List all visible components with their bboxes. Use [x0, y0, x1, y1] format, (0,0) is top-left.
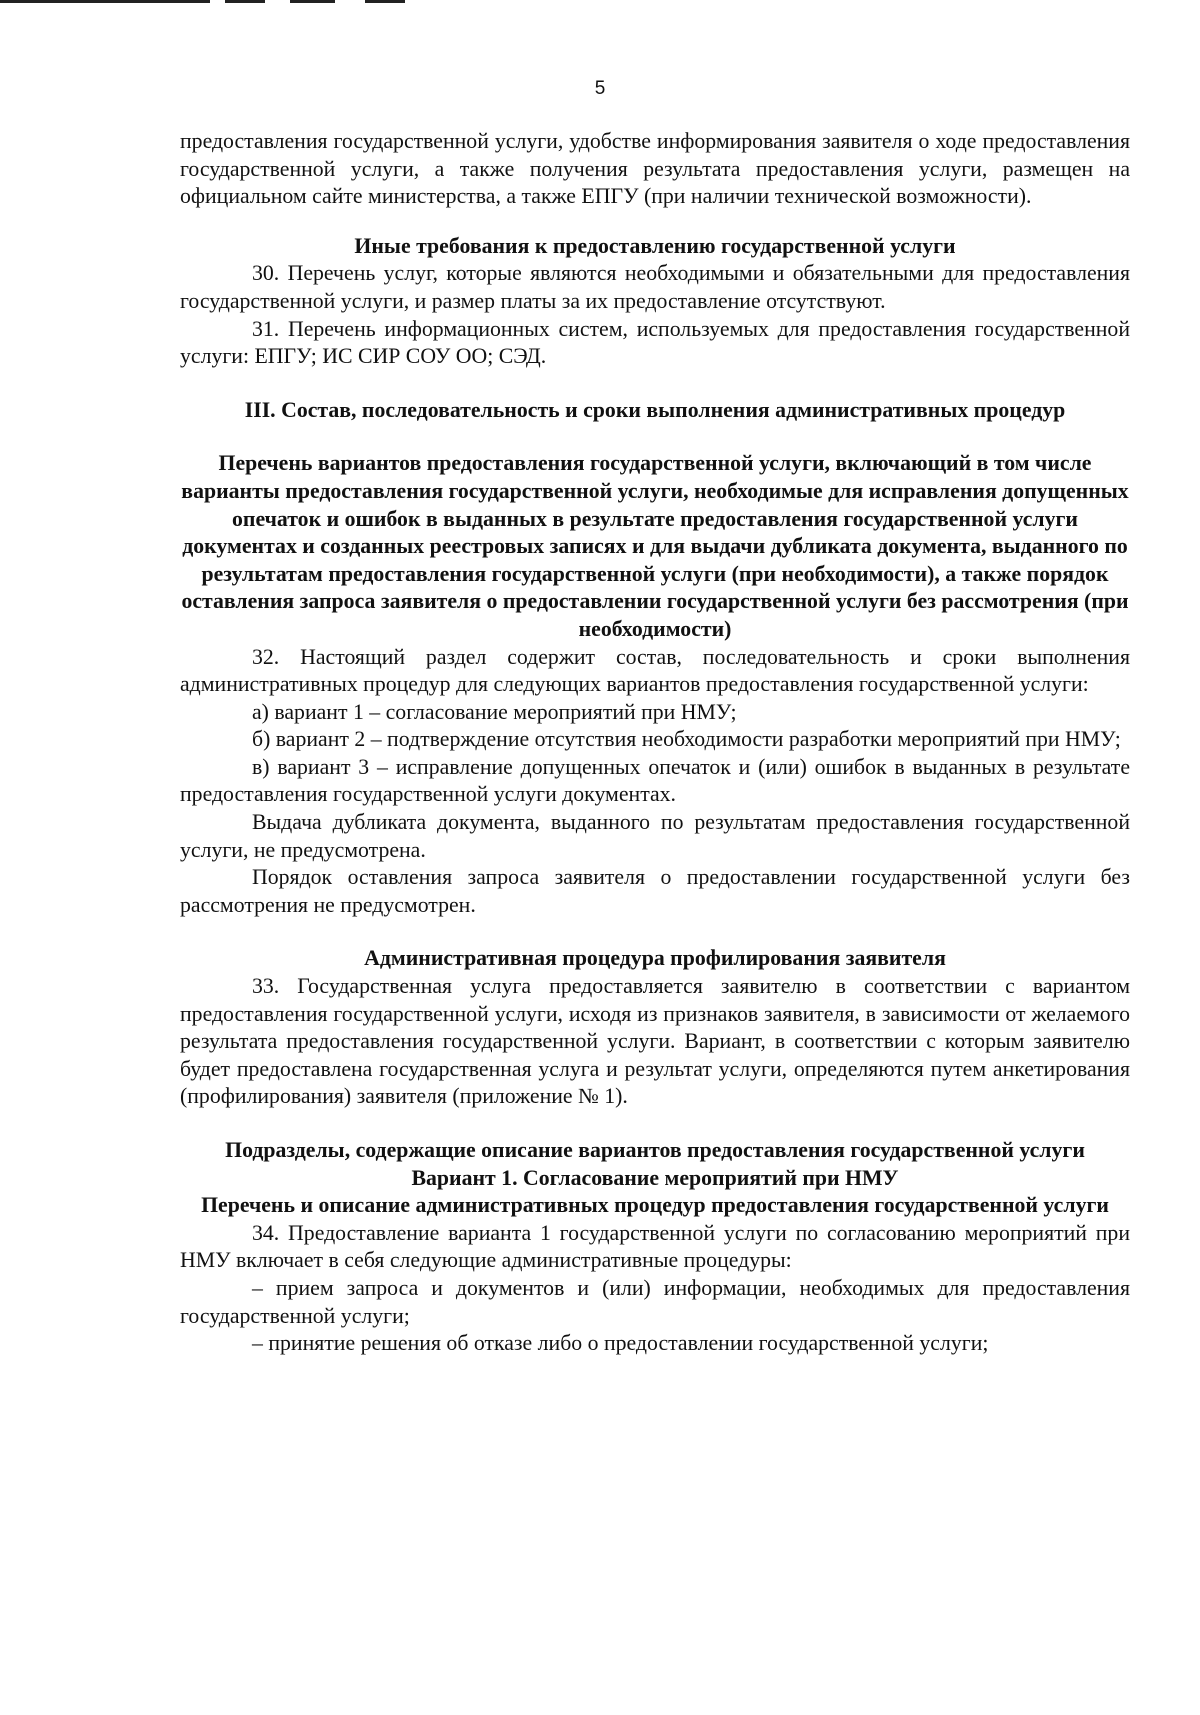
- section-heading: Административная процедура профилирования заявителя: [364, 946, 946, 971]
- paragraph: 30. Перечень услуг, которые являются необходимыми и обязательными для предоставления государственной услуги, и размер платы за их предоставление отсутствуют.: [180, 261, 1130, 313]
- paragraph: предоставления государственной услуги, удобстве информирования заявителя о ходе предоставления государственной услуги, а также получения результата предоставления услуги, размещен на официальном сайте министерства, а также ЕПГУ (при наличии технической возможности).: [180, 129, 1130, 209]
- paragraph: в) вариант 3 – исправление допущенных опечаток и (или) ошибок в выданных в результате предоставления государственной услуги документах.: [180, 754, 1130, 807]
- section-heading: Перечень и описание административных процедур предоставления государственной услуги: [201, 1193, 1109, 1218]
- paragraph: Порядок оставления запроса заявителя о предоставлении государственной услуги без рассмотрения не предусмотрен.: [180, 865, 1130, 917]
- paragraph: 34. Предоставление варианта 1 государственной услуги по согласованию мероприятий при НМУ включает в себя следующие административные процедуры:: [180, 1220, 1130, 1273]
- section-spacer: [180, 424, 1130, 450]
- section-spacer: [180, 1111, 1130, 1137]
- paragraph: – прием запроса и документов и (или) информации, необходимых для предоставления государственной услуги;: [180, 1275, 1130, 1328]
- paragraph: 32. Настоящий раздел содержит состав, последовательность и сроки выполнения административных процедур для следующих вариантов предоставления государственной услуги:: [180, 644, 1130, 697]
- scan-edge-mark: [290, 0, 335, 3]
- section-heading: Подразделы, содержащие описание вариантов предоставления государственной услуги: [225, 1138, 1085, 1162]
- section-spacer: [180, 371, 1130, 397]
- paragraph: – принятие решения об отказе либо о предоставлении государственной услуги;: [252, 1331, 989, 1356]
- section-spacer: [180, 919, 1130, 945]
- paragraph: а) вариант 1 – согласование мероприятий при НМУ;: [252, 699, 737, 724]
- document-body: [180, 128, 1130, 1358]
- section-heading: Перечень вариантов предоставления государственной услуги, включающий в том числе варианты предоставления государственной услуги, необходимые для исправления допущенных опечаток и ошибок в выданных в результате предоставления государственной услуги документах и созданных реестровых записях и для выдачи дубликата документа, выданного по результатам предоставления государственной услуги (при необходимости), а также порядок оставления запроса заявителя о предоставлении государственной услуги без рассмотрения (при необходимости): [181, 451, 1129, 641]
- page-number: 5: [594, 78, 606, 99]
- paragraph: б) вариант 2 – подтверждение отсутствия необходимости разработки мероприятий при НМУ;: [252, 727, 1121, 752]
- scan-edge-mark: [365, 0, 405, 3]
- scan-edge-mark: [225, 0, 265, 3]
- section-heading: III. Состав, последовательность и сроки выполнения административных процедур: [244, 397, 1066, 422]
- paragraph: 31. Перечень информационных систем, используемых для предоставления государственной услуги: ЕПГУ; ИС СИР СОУ ОО; СЭД.: [180, 316, 1130, 369]
- section-heading: Иные требования к предоставлению государственной услуги: [354, 233, 956, 258]
- section-spacer: [180, 211, 1130, 233]
- paragraph: 33. Государственная услуга предоставляется заявителю в соответствии с вариантом предоставления государственной услуги, исходя из признаков заявителя, в зависимости от желаемого результата предоставления государственной услуги. Вариант, в соответствии с которым заявителю будет предоставлена государственная услуга и результат услуги, определяются путем анкетирования (профилирования) заявителя (приложение № 1).: [180, 974, 1130, 1109]
- section-heading: Вариант 1. Согласование мероприятий при НМУ: [411, 1165, 899, 1190]
- scan-edge-mark: [0, 0, 210, 3]
- paragraph: Выдача дубликата документа, выданного по результатам предоставления государственной услуги, не предусмотрена.: [180, 810, 1130, 862]
